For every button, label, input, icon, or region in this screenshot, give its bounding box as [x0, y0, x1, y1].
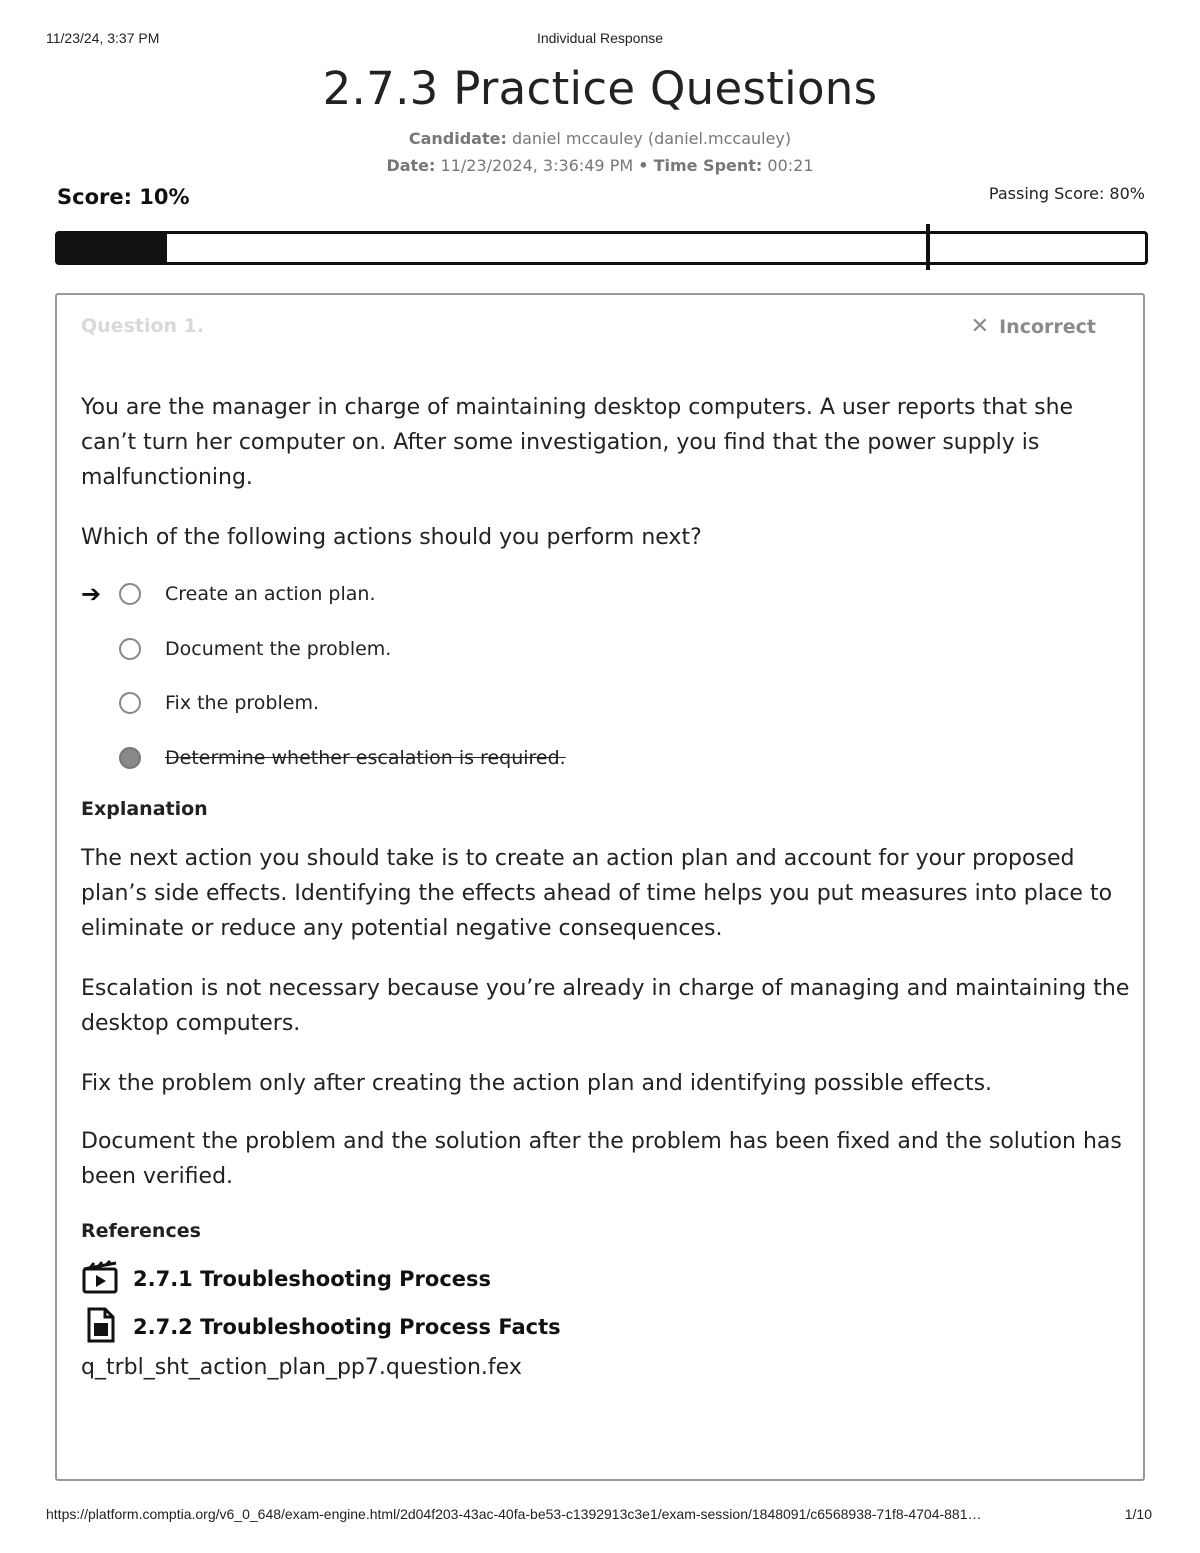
meta-separator: • — [638, 156, 649, 175]
question-prompt: You are the manager in charge of maintaining desktop computers. A user reports that she can’t turn her computer on. After some investigation, you find that the power supply is malfunctioning. — [81, 395, 1074, 490]
reference-link-troubleshooting-facts[interactable] — [81, 1309, 561, 1345]
page-number: 1/10 — [1124, 1506, 1152, 1522]
question-card — [55, 293, 1145, 1481]
score-label: Score: 10% — [57, 185, 190, 209]
radio-button[interactable] — [119, 638, 141, 660]
reference-link-troubleshooting-process[interactable] — [81, 1261, 491, 1297]
question-ask: Which of the following actions should you perform next? — [81, 525, 702, 550]
reference-label: 2.7.2 Troubleshooting Process Facts — [133, 1315, 561, 1339]
document-icon — [81, 1307, 119, 1348]
answer-option — [81, 579, 375, 609]
radio-button[interactable] — [119, 692, 141, 714]
answer-option — [81, 688, 319, 718]
candidate-label: Candidate: — [408, 129, 507, 148]
answer-option — [81, 634, 391, 664]
page-title: 2.7.3 Practice Questions — [322, 62, 878, 115]
candidate-value: daniel mccauley (daniel.mccauley) — [511, 129, 792, 148]
date-label: Date: — [386, 156, 436, 175]
reference-label: 2.7.1 Troubleshooting Process — [133, 1267, 492, 1291]
explanation-heading: Explanation — [81, 798, 208, 820]
radio-button[interactable] — [119, 583, 141, 605]
answer-option-selected — [81, 743, 566, 773]
references-heading: References — [81, 1220, 201, 1242]
status-label: Incorrect — [999, 315, 1096, 338]
passing-score-label: Passing Score: 80% — [988, 184, 1145, 203]
option-label: Determine whether escalation is required. — [165, 747, 566, 769]
time-spent-label: Time Spent: — [653, 156, 763, 175]
passing-score-marker — [926, 224, 930, 270]
close-icon: ✕ — [970, 314, 990, 339]
radio-button-selected[interactable] — [119, 747, 141, 769]
question-file-code: q_trbl_sht_action_plan_pp7.question.fex — [81, 1355, 522, 1380]
option-label: Document the problem. — [165, 638, 392, 660]
explanation-paragraph: Escalation is not necessary because you’re already in charge of managing and maintaining the desktop computers. — [81, 976, 1130, 1036]
date-value: 11/23/2024, 3:36:49 PM — [440, 156, 634, 175]
result-status — [971, 314, 1096, 339]
page-url: https://platform.comptia.org/v6_0_648/exam-engine.html/2d04f203-43ac-40fa-be53-c1392913c3e1/exam-session/1848091/c6568938-71f8-4704-881… — [46, 1506, 982, 1522]
candidate-line — [0, 129, 1200, 148]
option-label: Create an action plan. — [165, 583, 376, 605]
score-progress-bar — [55, 231, 1148, 265]
print-title: Individual Response — [536, 30, 664, 46]
print-header — [0, 30, 1200, 50]
time-spent-value: 00:21 — [767, 156, 814, 175]
video-clapper-icon — [81, 1260, 119, 1299]
date-line — [0, 156, 1200, 175]
question-number: Question 1. — [81, 315, 205, 337]
explanation-paragraph: The next action you should take is to create an action plan and account for your proposed plan’s side effects. Identifying the effects ahead of time helps you put measures into place to eliminate or reduce any potential negative consequences. — [81, 846, 1113, 941]
score-progress-fill — [58, 234, 167, 262]
correct-answer-arrow-icon: ➔ — [81, 580, 102, 608]
explanation-paragraph: Document the problem and the solution after the problem has been fixed and the solution has been verified. — [81, 1129, 1122, 1189]
print-datetime: 11/23/24, 3:37 PM — [46, 30, 160, 46]
option-label: Fix the problem. — [165, 692, 319, 714]
explanation-paragraph: Fix the problem only after creating the action plan and identifying possible effects. — [81, 1071, 993, 1096]
